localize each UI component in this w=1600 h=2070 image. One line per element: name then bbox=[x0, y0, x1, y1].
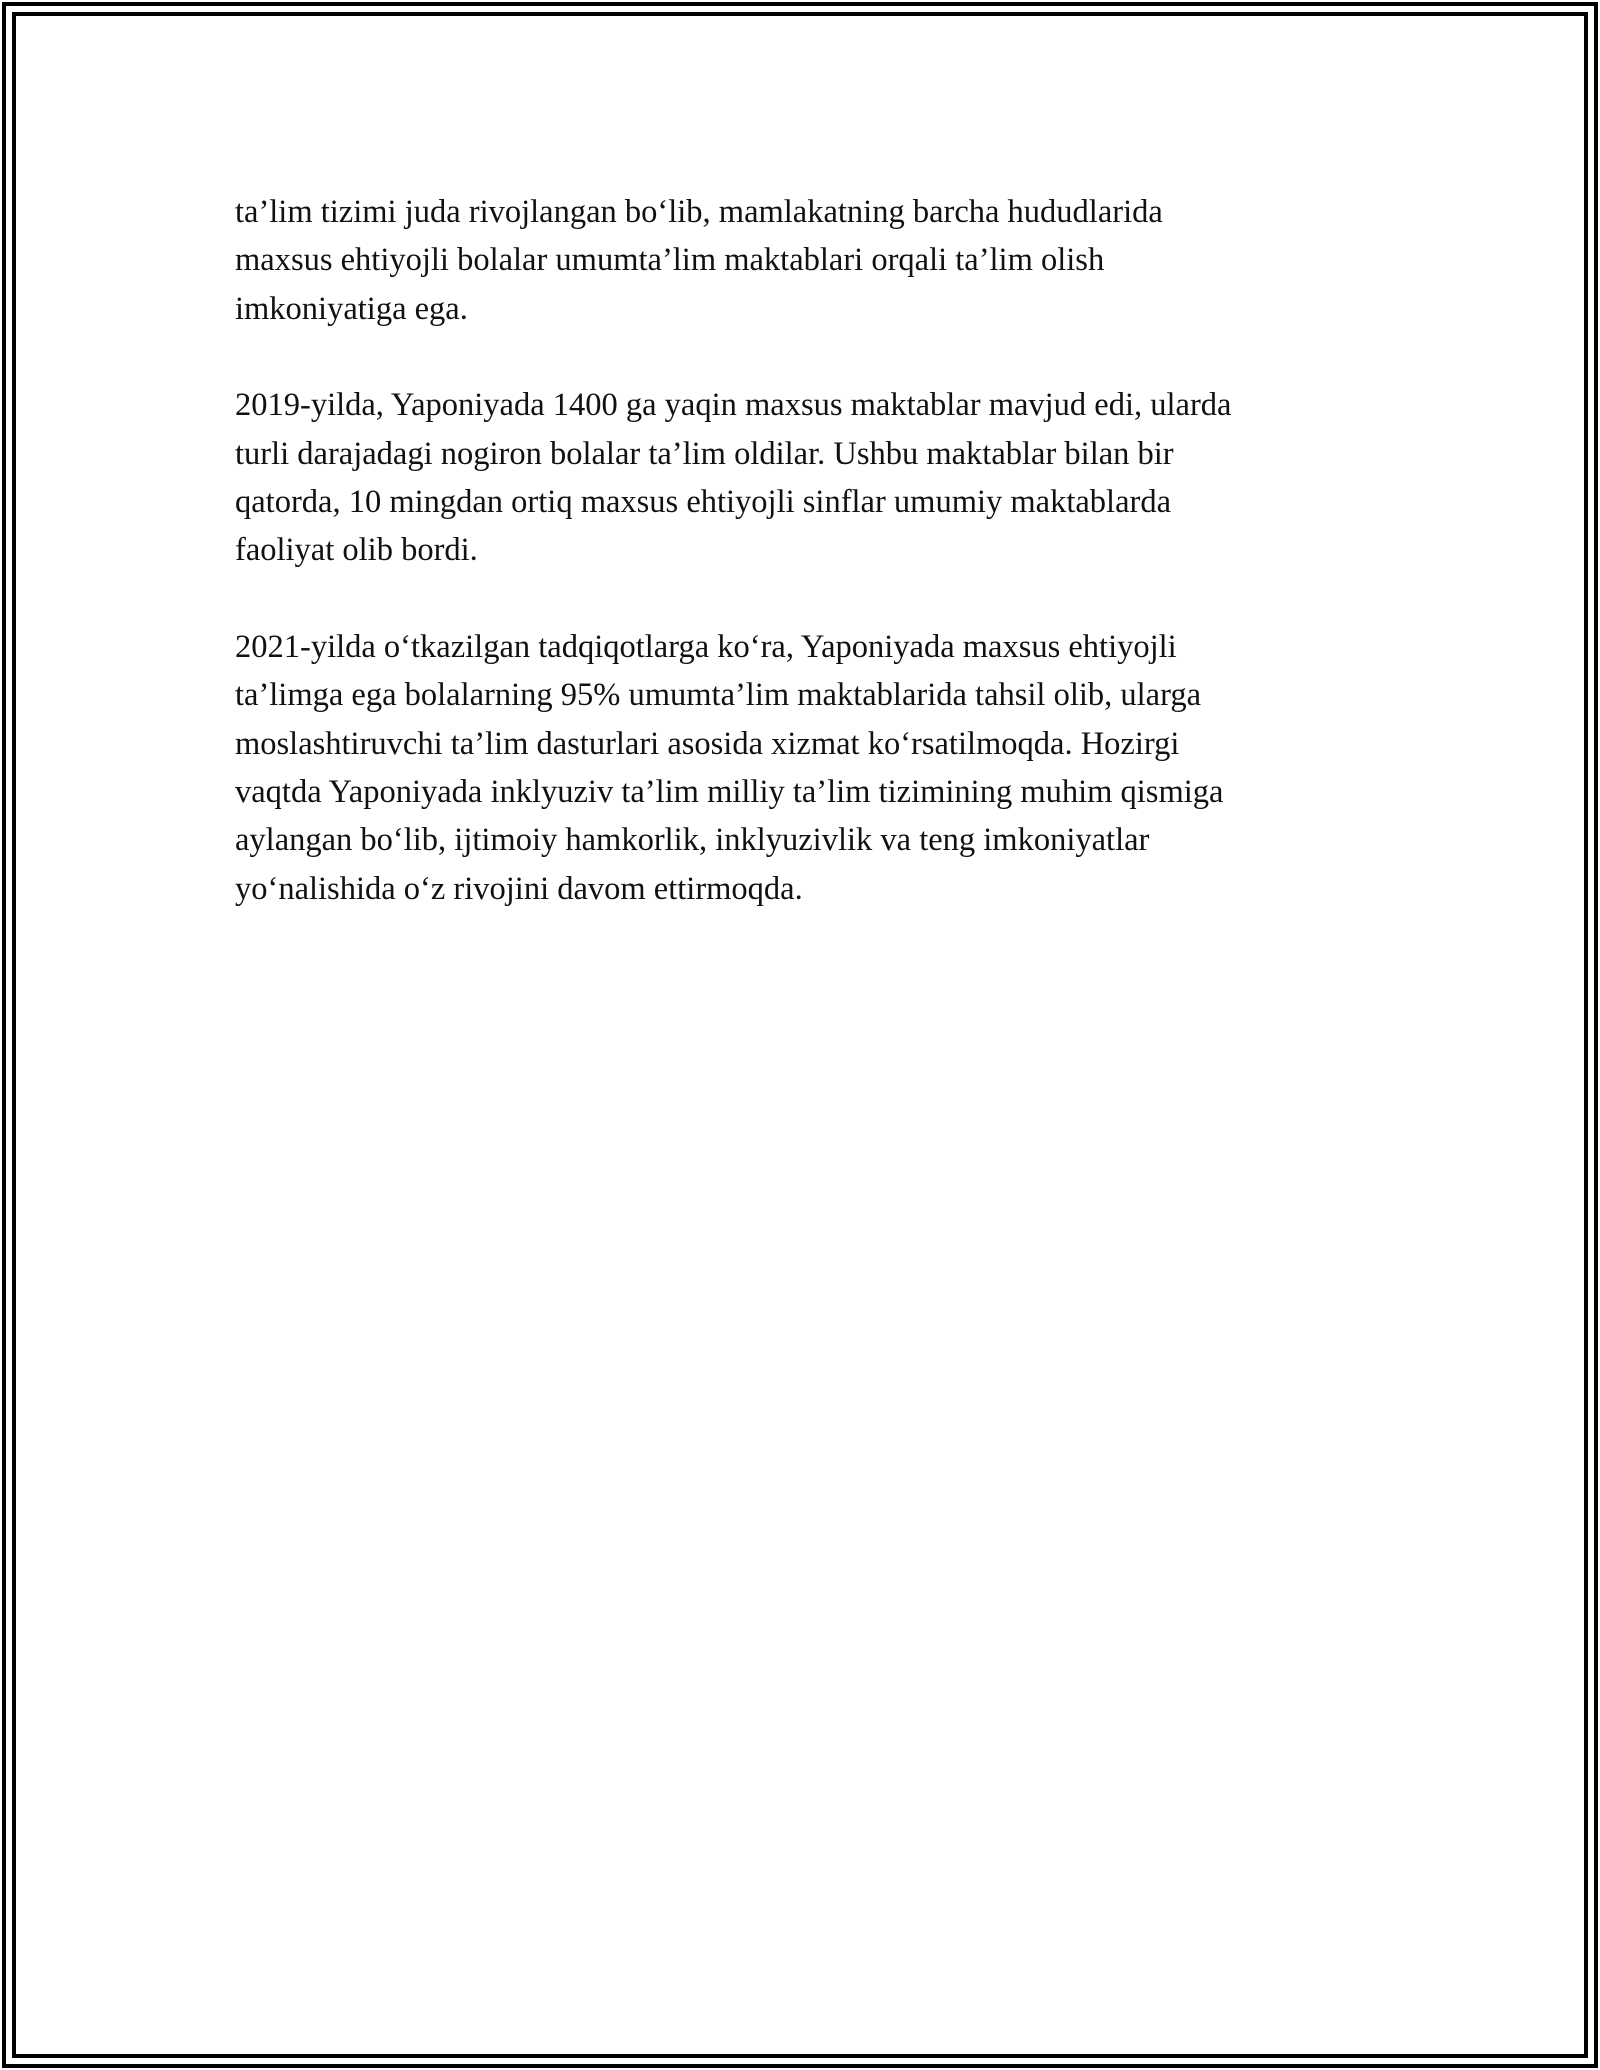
text-line: ta’limga ega bolalarning 95% umumta’lim maktablarida tahsil olib, ularga bbox=[235, 677, 1202, 714]
text-line: maxsus ehtiyojli bolalar umumta’lim maktablari orqali ta’lim olish bbox=[235, 242, 1105, 279]
text-line: faoliyat olib bordi. bbox=[235, 532, 478, 569]
text-line: turli darajadagi nogiron bolalar ta’lim oldilar. Ushbu maktablar bilan bir bbox=[235, 435, 1174, 472]
text-line: vaqtda Yaponiyada inklyuziv ta’lim milliy ta’lim tizimining muhim qismiga bbox=[235, 774, 1224, 811]
paragraph-3 bbox=[235, 623, 1395, 913]
text-line: moslashtiruvchi ta’lim dasturlari asosida xizmat ko‘rsatilmoqda. Hozirgi bbox=[235, 725, 1180, 762]
paragraph-1 bbox=[235, 188, 1395, 333]
text-line: aylangan bo‘lib, ijtimoiy hamkorlik, inklyuzivlik va teng imkoniyatlar bbox=[235, 822, 1150, 859]
text-line: yo‘nalishida o‘z rivojini davom ettirmoqda. bbox=[235, 870, 803, 907]
text-line: 2021-yilda o‘tkazilgan tadqiqotlarga ko‘ra, Yaponiyada maxsus ehtiyojli bbox=[235, 628, 1177, 665]
text-line: 2019-yilda, Yaponiyada 1400 ga yaqin maxsus maktablar mavjud edi, ularda bbox=[235, 387, 1232, 424]
paragraph-2 bbox=[235, 381, 1395, 575]
document-body bbox=[235, 188, 1395, 961]
text-line: ta’lim tizimi juda rivojlangan bo‘lib, mamlakatning barcha hududlarida bbox=[235, 194, 1163, 230]
text-line: imkoniyatiga ega. bbox=[235, 290, 468, 327]
text-line: qatorda, 10 mingdan ortiq maxsus ehtiyojli sinflar umumiy maktablarda bbox=[235, 484, 1171, 521]
